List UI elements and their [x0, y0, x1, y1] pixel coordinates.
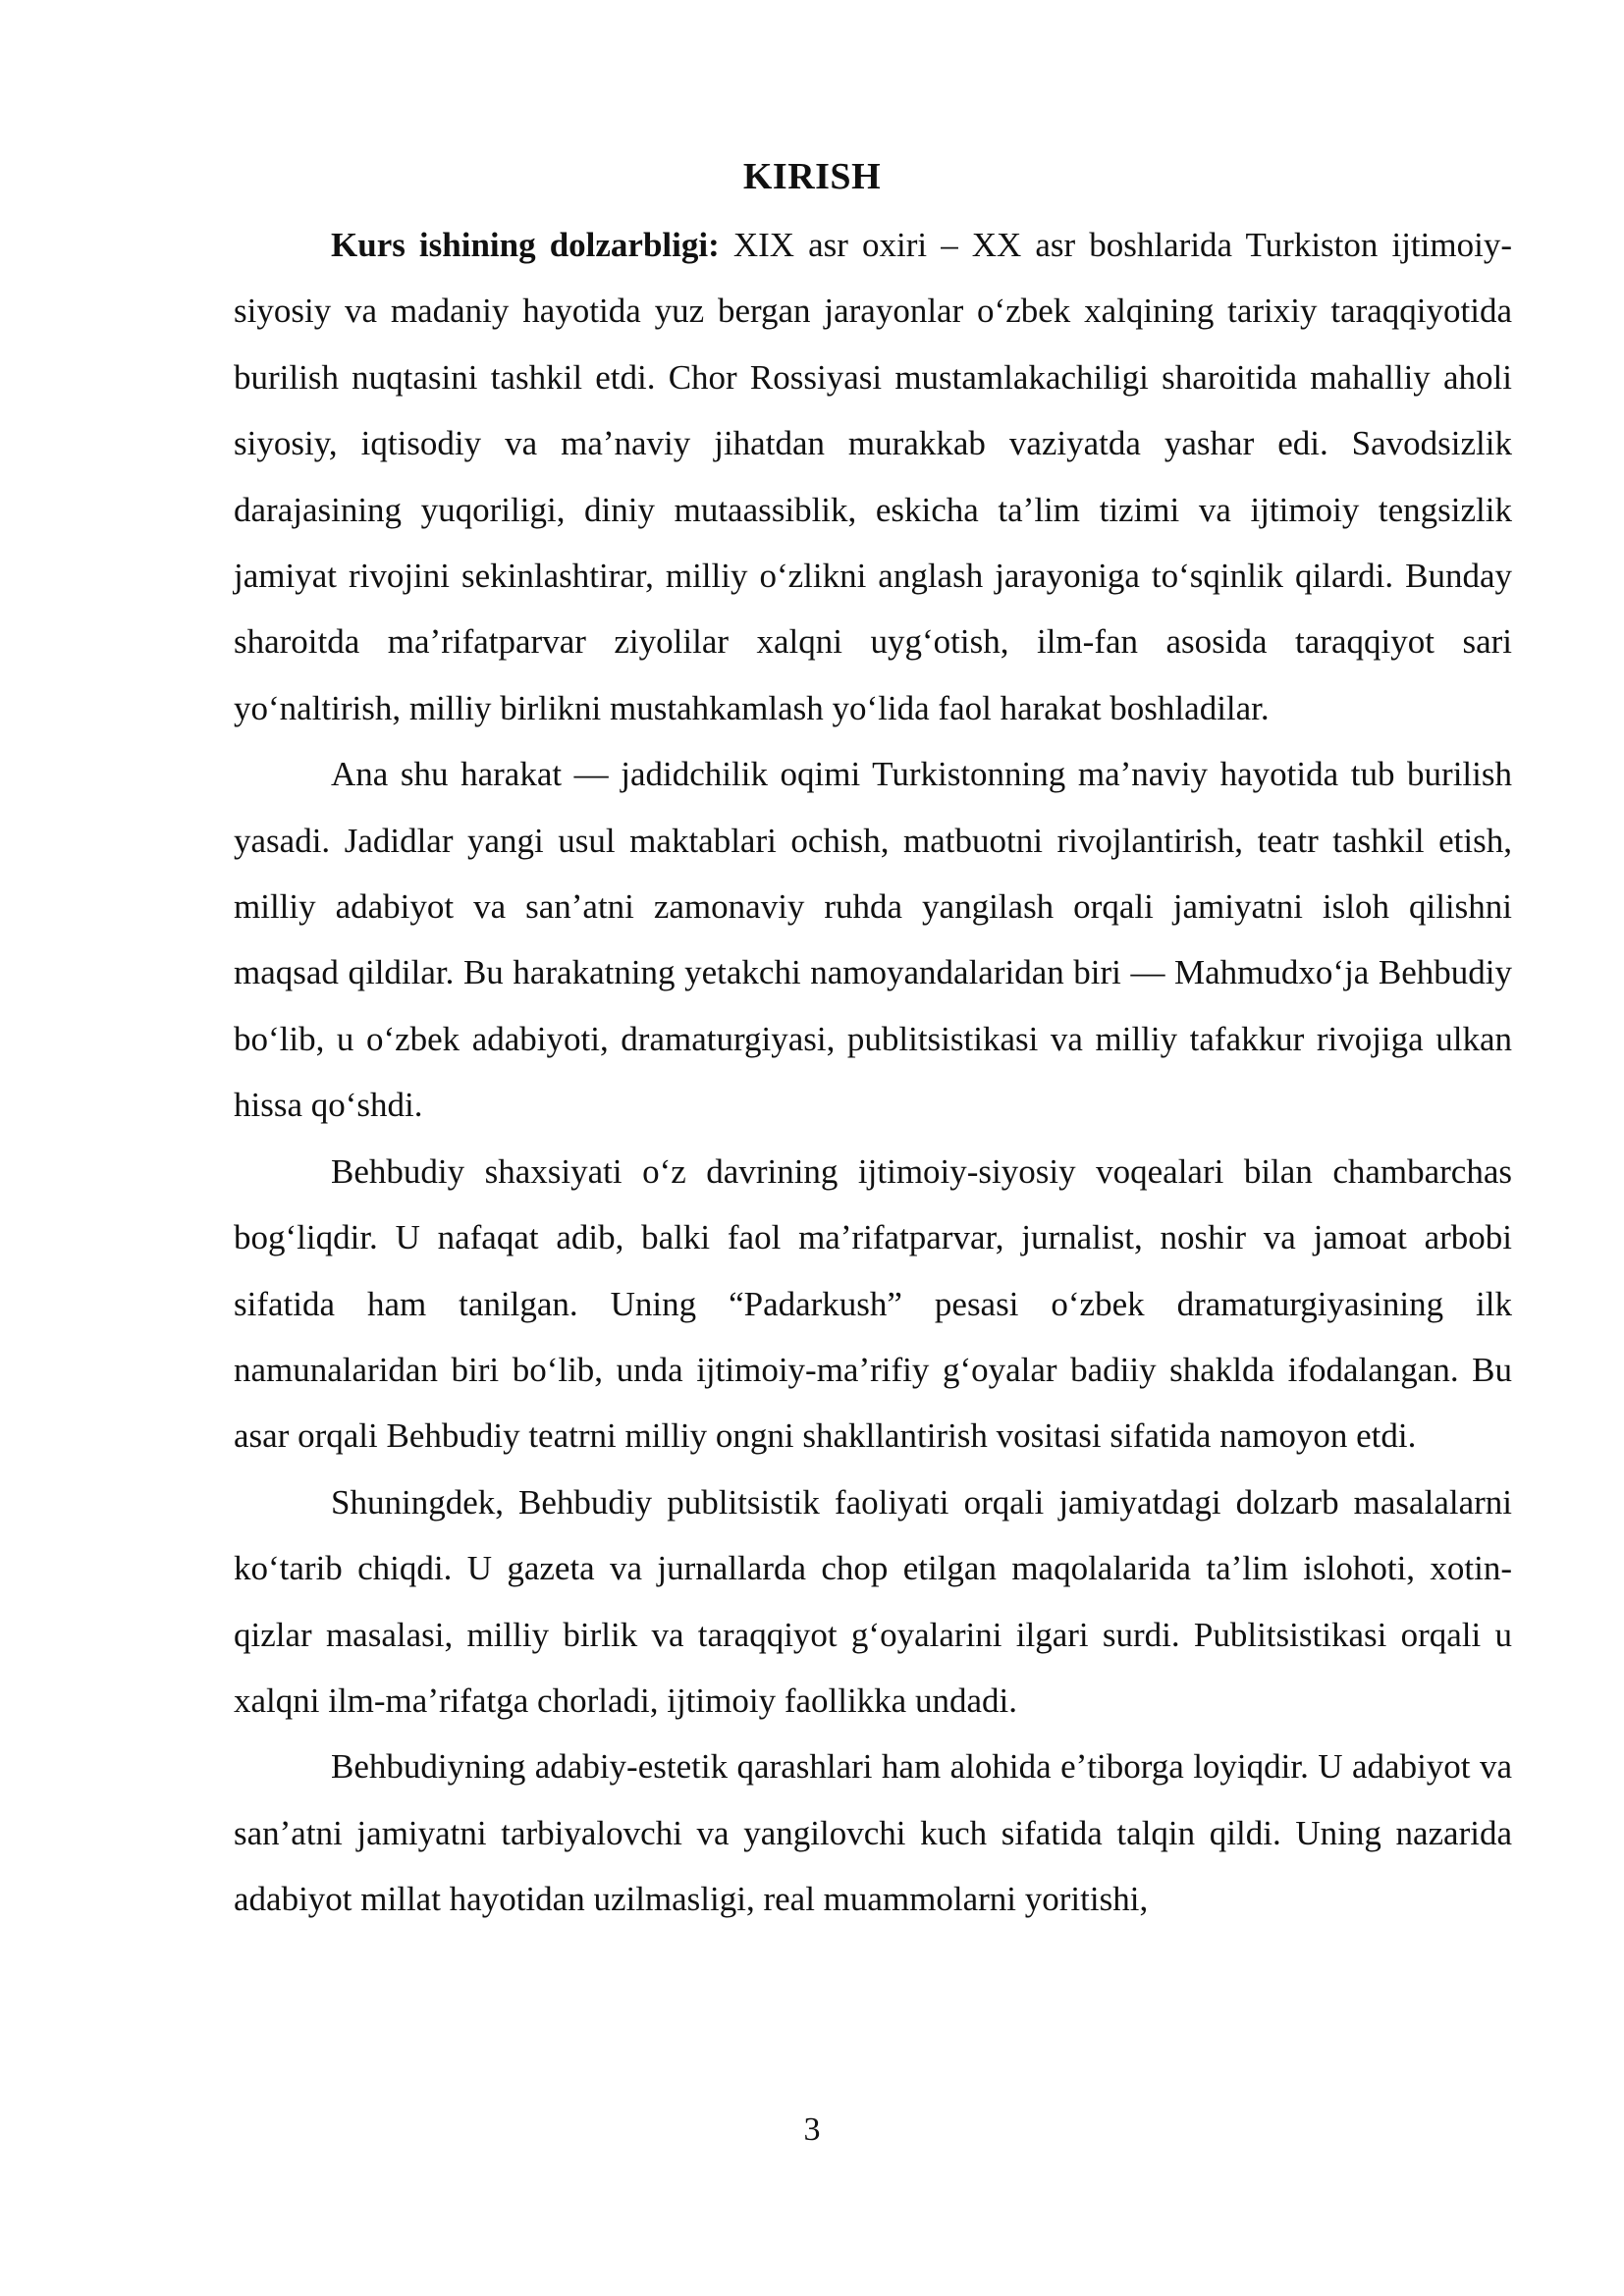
- paragraph-5: Behbudiyning adabiy-estetik qarashlari ham alohida eʼtiborga loyiqdir. U adabiyot va sanʼatni jamiyatni tarbiyalovchi va yangilovchi kuch sifatida talqin qildi. Uning nazarida adabiyot millat hayotidan uzilmasligi, real muammolarni yoritishi,: [234, 1747, 1512, 1919]
- paragraph-4: Shuningdek, Behbudiy publitsistik faoliyati orqali jamiyatdagi dolzarb masalalarni koʻtarib chiqdi. U gazeta va jurnallarda chop etilgan maqolalarida taʼlim islohoti, xotin-qizlar masalasi, milliy birlik va taraqqiyot gʻoyalarini ilgari surdi. Publitsistikasi orqali u xalqni ilm-maʼrifatga chorladi, ijtimoiy faollikka undadi.: [234, 1482, 1512, 1720]
- paragraph-2: Ana shu harakat — jadidchilik oqimi Turkistonning maʼnaviy hayotida tub burilish yasadi. Jadidlar yangi usul maktablari ochish, matbuotni rivojlantirish, teatr tashkil etish, milliy adabiyot va sanʼatni zamonaviy ruhda yangilash orqali jamiyatni isloh qilishni maqsad qildilar. Bu harakatning yetakchi namoyandalaridan biri — Mahmudxoʻja Behbudiy boʻlib, u oʻzbek adabiyoti, dramaturgiyasi, publitsistikasi va milliy tafakkur rivojiga ulkan hissa qoʻshdi.: [234, 755, 1512, 1125]
- paragraph-1: [234, 212, 1512, 741]
- page-number: 3: [803, 2111, 821, 2148]
- paragraph-3: Behbudiy shaxsiyati oʻz davrining ijtimoiy-siyosiy voqealari bilan chambarchas bogʻliqdir. U nafaqat adib, balki faol maʼrifatparvar, jurnalist, noshir va jamoat arbobi sifatida ham tanilgan. Uning “Padarkush” pesasi oʻzbek dramaturgiyasining ilk namunalaridan biri boʻlib, unda ijtimoiy-maʼrifiy gʻoyalar badiiy shaklda ifodalangan. Bu asar orqali Behbudiy teatrni milliy ongni shakllantirish vositasi sifatida namoyon etdi.: [234, 1151, 1512, 1456]
- paragraph-lead: Kurs ishining dolzarbligi:: [331, 226, 720, 264]
- body-text: [234, 212, 1512, 1933]
- paragraph-1-text: XIX asr oxiri – XX asr boshlarida Turkiston ijtimoiy-siyosiy va madaniy hayotida yuz bergan jarayonlar oʻzbek xalqining tarixiy taraqqiyotida burilish nuqtasini tashkil etdi. Chor Rossiyasi mustamlakachiligi sharoitida mahalliy aholi siyosiy, iqtisodiy va maʼnaviy jihatdan murakkab vaziyatda yashar edi. Savodsizlik darajasining yuqoriligi, diniy mutaassiblik, eskicha taʼlim tizimi va ijtimoiy tengsizlik jamiyat rivojini sekinlashtirar, milliy oʻzlikni anglash jarayoniga toʻsqinlik qilardi. Bunday sharoitda maʼrifatparvar ziyolilar xalqni uygʻotish, ilm-fan asosida taraqqiyot sari yoʻnaltirish, milliy birlikni mustahkamlash yoʻlida faol harakat boshladilar.: [234, 226, 1512, 727]
- section-title: KIRISH: [742, 156, 882, 197]
